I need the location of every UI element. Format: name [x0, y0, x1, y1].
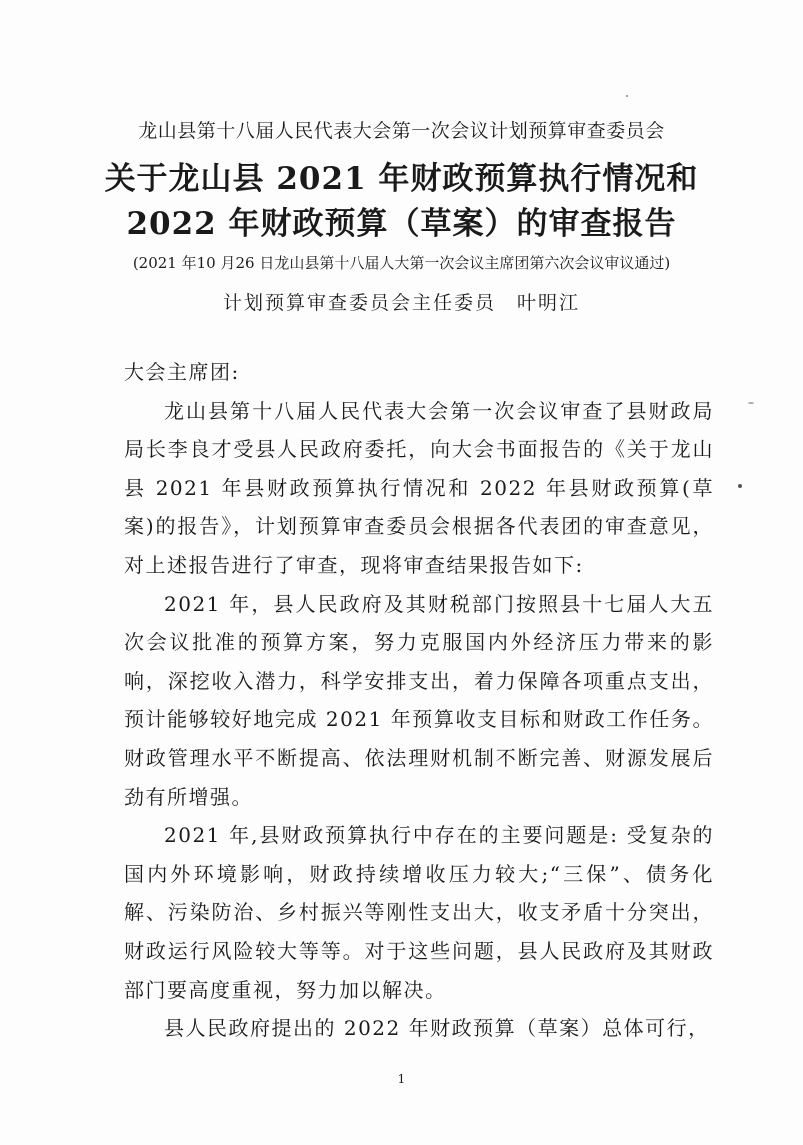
document-title-line-2: 2022 年财政预算（草案）的审查报告: [126, 206, 677, 242]
issuing-committee: 龙山县第十八届人民代表大会第一次会议计划预算审查委员会: [138, 120, 665, 142]
page-number: 1: [397, 1072, 406, 1086]
scan-speck: [626, 95, 628, 97]
paragraph-4: 县人民政府提出的 2022 年财政预算（草案）总体可行，: [164, 1016, 710, 1041]
paragraph-3: 2021 年,县财政预算执行中存在的主要问题是: 受复杂的国内外环境影响，财政持续增收压力较大;“三保”、债务化解、污染防治、乡村振兴等刚性支出大，收支矛盾十分突出，财政运行风险较大等等。对于这些问题，县人民政府及其财政部门要高度重视，努力加以解决。: [124, 823, 714, 1002]
approval-note: (2021 年10 月26 日龙山县第十八届人大第一次会议主席团第六次会议审议通过): [132, 254, 671, 272]
paragraph-1: 龙山县第十八届人民代表大会第一次会议审查了县财政局局长李良才受县人民政府委托，向大会书面报告的《关于龙山县 2021 年县财政预算执行情况和 2022 年县财政预算(草案)的报告》，计划预算审查委员会根据各代表团的审查意见，对上述报告进行了审查，现将审查结果报告如下:: [124, 398, 714, 577]
scan-speck: [748, 402, 754, 404]
document-title-line-1: 关于龙山县 2021 年财政预算执行情况和: [104, 161, 699, 197]
salutation: 大会主席团:: [124, 360, 240, 384]
report-author: 计划预算审查委员会主任委员 叶明江: [222, 292, 580, 314]
paragraph-2: 2021 年，县人民政府及其财税部门按照县十七届人大五次会议批准的预算方案，努力克服国内外经济压力带来的影响，深挖收入潜力，科学安排支出，着力保障各项重点支出，预计能够较好地完成 2021 年预算收支目标和财政工作任务。财政管理水平不断提高、依法理财机制不断完善、财源发展后劲有所增强。: [124, 591, 714, 809]
report-body: [124, 353, 714, 1048]
scan-speck: [738, 484, 742, 488]
